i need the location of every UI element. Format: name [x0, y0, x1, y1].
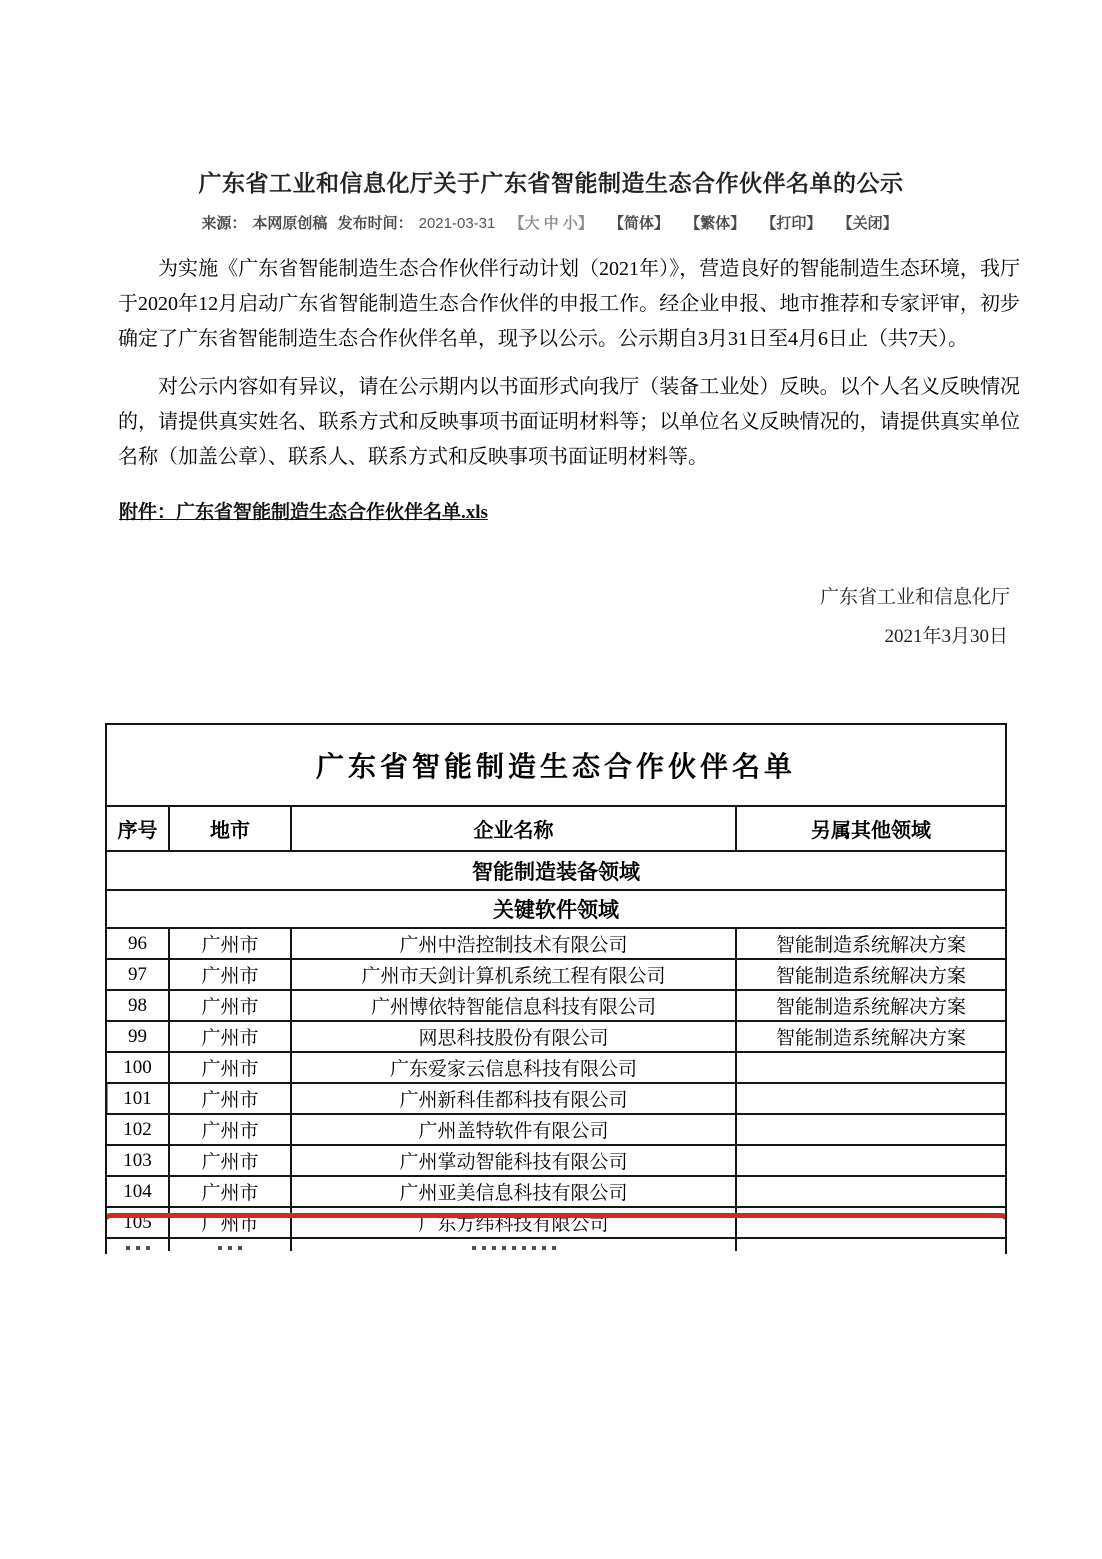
cell-city: 广州市 [170, 1084, 292, 1113]
signature-department: 广东省工业和信息化厅 [819, 587, 1010, 608]
header-company: 企业名称 [292, 807, 737, 850]
cell-city: 广州市 [170, 1053, 292, 1082]
close-button[interactable]: 【关闭】 [837, 215, 898, 232]
cell-company: 广州盖特软件有限公司 [292, 1115, 737, 1144]
cell-field [737, 1146, 1005, 1175]
cell-seq: 103 [107, 1146, 170, 1175]
header-seq: 序号 [107, 807, 170, 850]
cell-company: 广州新科佳都科技有限公司 [292, 1084, 737, 1113]
announcement-body [118, 252, 1020, 488]
cell-field [737, 1053, 1005, 1082]
publish-label: 发布时间： [337, 215, 413, 232]
cell-field [737, 1115, 1005, 1144]
truncated-cell-company [292, 1239, 737, 1251]
cell-seq: 99 [107, 1022, 170, 1051]
print-button[interactable]: 【打印】 [761, 215, 822, 232]
cell-field: 智能制造系统解决方案 [775, 966, 966, 987]
selection-green-marker [107, 1084, 108, 1113]
cell-company: 广州掌动智能科技有限公司 [292, 1146, 737, 1175]
cell-seq: 98 [107, 991, 170, 1020]
cell-seq: 102 [107, 1115, 170, 1144]
font-size-control[interactable]: 【大 中 小】 [509, 215, 593, 232]
signature-block [820, 578, 1010, 656]
cell-city: 广州市 [170, 1208, 292, 1237]
cell-city: 广州市 [170, 960, 292, 989]
paragraph-2: 对公示内容如有异议，请在公示期内以书面形式向我厅（装备工业处）反映。以个人名义反映情况的，请提供真实姓名、联系方式和反映事项书面证明材料等；以单位名义反映情况的，请提供真实单位名称（加盖公章）、联系人、联系方式和反映事项书面证明材料等。 [118, 376, 1020, 468]
table-row [107, 991, 1005, 1022]
cell-seq: 96 [107, 929, 170, 958]
table-row [107, 1053, 1005, 1084]
cell-company: 网思科技股份有限公司 [292, 1022, 737, 1051]
page-title: 广东省工业和信息化厅关于广东省智能制造生态合作伙伴名单的公示 [198, 170, 904, 197]
table-row [107, 1022, 1005, 1053]
table-row [107, 1146, 1005, 1177]
traditional-button[interactable]: 【繁体】 [685, 215, 746, 232]
cell-field [737, 1208, 1005, 1237]
meta-bar [0, 212, 1102, 233]
cell-field: 智能制造系统解决方案 [775, 997, 966, 1018]
cell-city: 广州市 [170, 929, 292, 958]
cell-company: 广东爱家云信息科技有限公司 [292, 1053, 737, 1082]
cell-field: 智能制造系统解决方案 [775, 1028, 966, 1049]
cell-seq: 101 [107, 1084, 170, 1113]
cell-company: 广州市天剑计算机系统工程有限公司 [292, 960, 737, 989]
table-header-row [107, 807, 1005, 852]
table-row [107, 960, 1005, 991]
cell-seq: 104 [107, 1177, 170, 1206]
cell-city: 广州市 [170, 1115, 292, 1144]
table-row [107, 1115, 1005, 1146]
cell-seq: 100 [107, 1053, 170, 1082]
table-row [107, 929, 1005, 960]
partner-table-body [107, 929, 1005, 1239]
truncated-cell-seq [107, 1239, 170, 1251]
cell-seq: 105 [107, 1208, 170, 1237]
cell-field: 智能制造系统解决方案 [775, 935, 966, 956]
attachment-link[interactable]: 附件：广东省智能制造生态合作伙伴名单.xls [119, 502, 488, 523]
table-title: 广东省智能制造生态合作伙伴名单 [107, 725, 1005, 807]
cell-seq: 97 [107, 960, 170, 989]
cell-city: 广州市 [170, 1146, 292, 1175]
cell-field [737, 1177, 1005, 1206]
section-row-software: 关键软件领域 [107, 891, 1005, 929]
cell-city: 广州市 [170, 1022, 292, 1051]
cell-city: 广州市 [170, 991, 292, 1020]
source-label: 来源： [201, 215, 247, 232]
header-field: 另属其他领域 [811, 820, 931, 842]
signature-date: 2021年3月30日 [884, 626, 1008, 647]
header-city: 地市 [170, 807, 292, 850]
cell-company: 广州亚美信息科技有限公司 [292, 1177, 737, 1206]
simplified-button[interactable]: 【简体】 [609, 215, 670, 232]
cell-company: 广东方纬科技有限公司 [292, 1208, 737, 1237]
cell-field [737, 1084, 1005, 1113]
table-row [107, 1177, 1005, 1208]
paragraph-1: 为实施《广东省智能制造生态合作伙伴行动计划（2021年）》，营造良好的智能制造生态环境，我厅于2020年12月启动广东省智能制造生态合作伙伴的申报工作。经企业申报、地市推荐和专家评审，初步确定了广东省智能制造生态合作伙伴名单，现予以公示。公示期自3月31日至4月6日止（共7天）。 [118, 258, 1020, 350]
cell-city: 广州市 [170, 1177, 292, 1206]
truncated-cell-city [170, 1239, 292, 1251]
section-row-equipment: 智能制造装备领域 [107, 852, 1005, 891]
truncated-row [107, 1239, 1005, 1251]
cell-company: 广州博依特智能信息科技有限公司 [292, 991, 737, 1020]
table-row [107, 1208, 1005, 1239]
table-row [107, 1084, 1005, 1115]
source-value: 本网原创稿 [252, 215, 328, 232]
partner-table [105, 723, 1007, 1254]
cell-company: 广州中浩控制技术有限公司 [292, 929, 737, 958]
publish-date: 2021-03-31 [418, 215, 496, 232]
truncated-cell-field [737, 1239, 1005, 1251]
